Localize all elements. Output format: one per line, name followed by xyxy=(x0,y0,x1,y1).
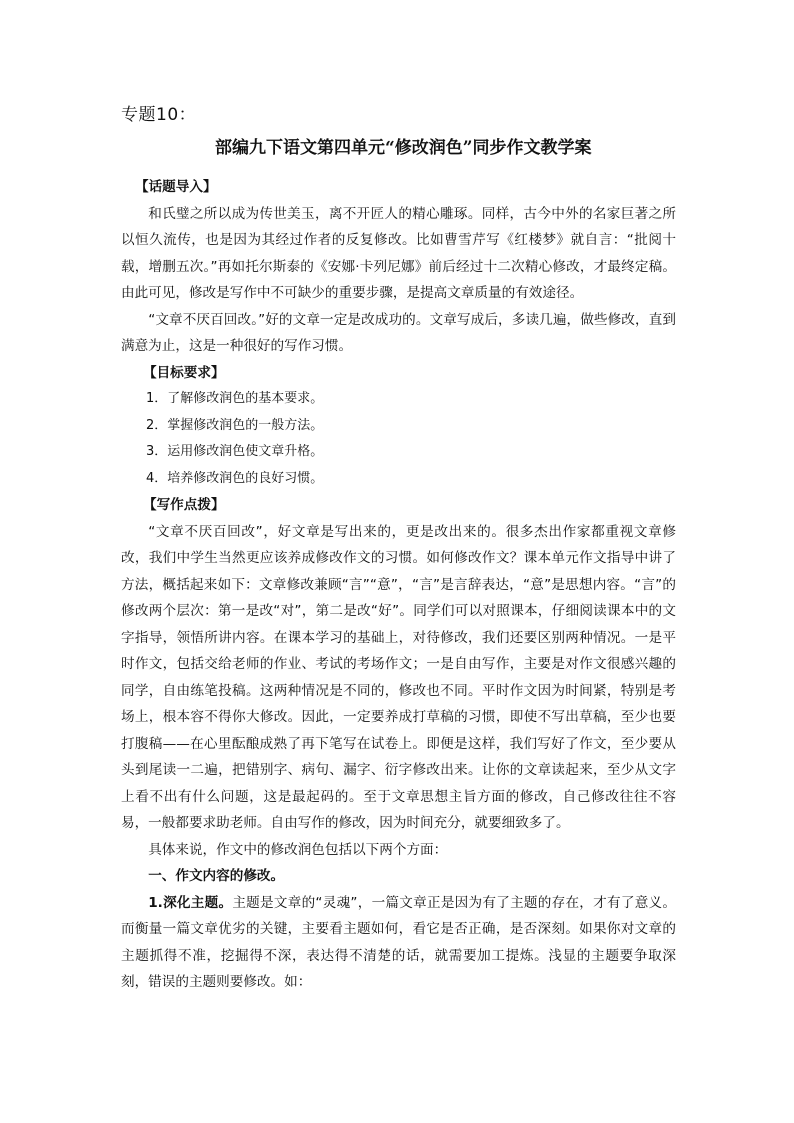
section-heading-goals: 【目标要求】 xyxy=(143,364,225,381)
point-lead: 1.深化主题。 xyxy=(148,894,233,911)
subheading-content-revision: 一、作文内容的修改。 xyxy=(148,868,285,884)
point-text: 主题是文章的“灵魂”，一篇文章正是因为有了主题的存在，才有了意义。而衡量一篇文章优劣的关键，主要看主题如何，看它是否正确，是否深刻。如果你对文章的主题抓得不准，挖掘得不深，表达得不清楚的话，就需要加工提炼。浅显的主题要争取深刻，错误的主题则要修改。如： xyxy=(121,894,677,990)
topic-intro-paragraph: 和氏璧之所以成为传世美玉，离不开匠人的精心雕琢。同样，古今中外的名家巨著之所以恒久流传，也是因为其经过作者的反复修改。比如曹雪芹写《红楼梦》就自言：“批阅十载，增删五次。”再如托尔斯泰的《安娜·卡列尼娜》前后经过十二次精心修改，才最终定稿。由此可见，修改是写作中不可缺少的重要步骤，是提高文章质量的有效途径。 xyxy=(121,205,676,301)
series-label: 专题10： xyxy=(121,105,197,125)
goal-item: 4．培养修改润色的良好习惯。 xyxy=(146,470,324,486)
topic-intro-paragraph: “文章不厌百回改。”好的文章一定是改成功的。文章写成后，多读几遍，做些修改，直到满意为止，这是一种很好的写作习惯。 xyxy=(121,311,676,354)
goal-item: 3．运用修改润色使文章升格。 xyxy=(146,444,324,459)
writing-tips-paragraph: “文章不厌百回改”，好文章是写出来的，更是改出来的。很多杰出作家都重视文章修改，我们中学生当然更应该养成修改作文的习惯。如何修改作文？课本单元作文指导中讲了方法，概括起来如下：文章修改兼顾“言”“意”，“言”是言辞表达，“意”是思想内容。“言”的修改两个层次：第一是改“对”，第二是改“好”。同学们可以对照课本，仔细阅读课本中的文字指导，领悟所讲内容。在课本学习的基础上，对待修改，我们还要区别两种情况。一是平时作文，包括交给老师的作业、考试的考场作文；一是自由写作，主要是对作文很感兴趣的同学，自由练笔投稿。这两种情况是不同的，修改也不同。平时作文因为时间紧，特别是考场上，根本容不得你大修改。因此，一定要养成打草稿的习惯，即使不写出草稿，至少也要打腹稿——在心里酝酿成熟了再下笔写在试卷上。即便是这样，我们写好了作文，至少要从头到尾读一二遍，把错别字、病句、漏字、衍字修改出来。让你的文章读起来，至少从文字上看不出有什么问题，这是最起码的。至于文章思想主旨方面的修改，自己修改往往不容易，一般都要求助老师。自由写作的修改，因为时间充分，就要细致多了。 xyxy=(121,523,676,831)
goal-item: 2．掌握修改润色的一般方法。 xyxy=(146,417,324,433)
document-body xyxy=(121,174,676,996)
section-heading-writing-tips: 【写作点拨】 xyxy=(143,497,225,513)
document-title: 部编九下语文第四单元“修改润色”同步作文教学案 xyxy=(215,138,592,158)
writing-tips-paragraph: 具体来说，作文中的修改润色包括以下两个方面： xyxy=(148,841,448,858)
point-deepen-theme xyxy=(121,890,676,996)
section-heading-topic-intro: 【话题导入】 xyxy=(135,179,217,195)
goal-list xyxy=(121,386,676,492)
goal-item: 1．了解修改润色的基本要求。 xyxy=(146,391,324,406)
